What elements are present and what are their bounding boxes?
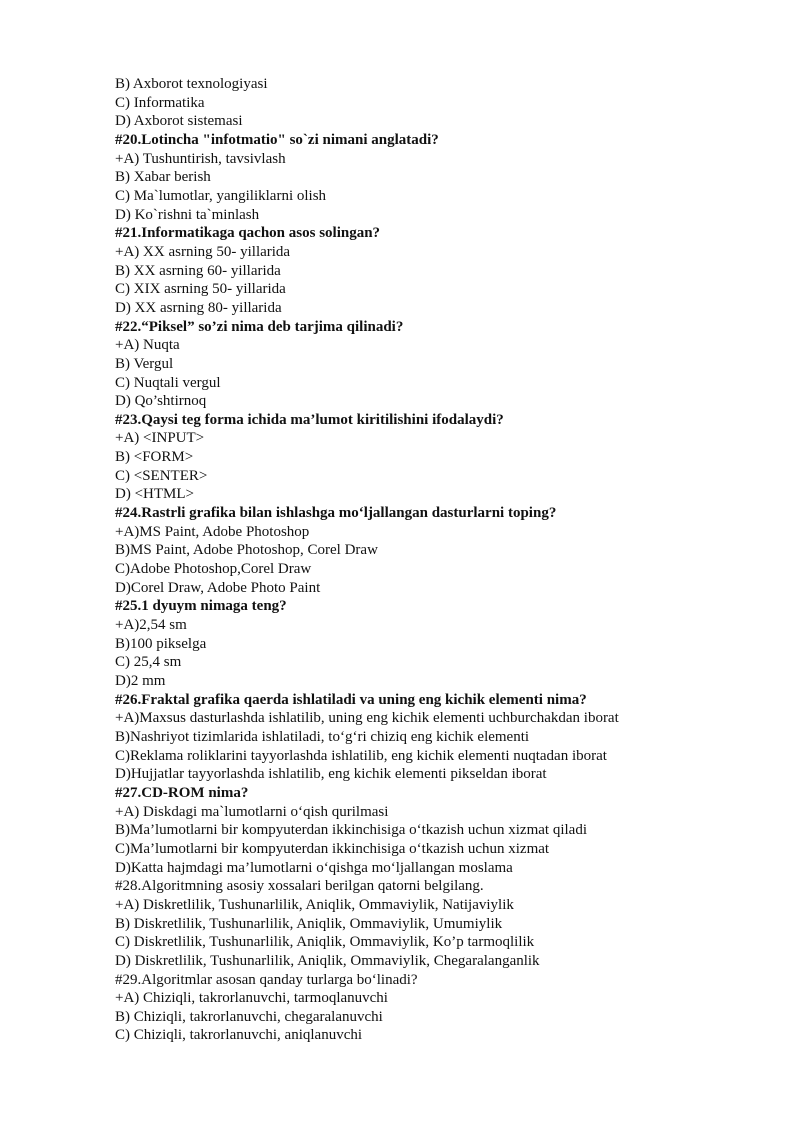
answer-option: B)MS Paint, Adobe Photoshop, Corel Draw xyxy=(115,542,378,559)
answer-option: +A)Maxsus dasturlashda ishlatilib, uning eng kichik elementi uchburchakdan iborat xyxy=(115,710,619,727)
answer-option: D) Ko`rishni ta`minlash xyxy=(115,206,260,223)
question-line: #29.Algoritmlar asosan qanday turlarga bo‘linadi? xyxy=(115,971,418,988)
answer-option: +A) XX asrning 50- yillarida xyxy=(115,243,291,260)
answer-option: C) <SENTER> xyxy=(115,467,208,484)
answer-option: +A) <INPUT> xyxy=(115,430,205,447)
question-line: #28.Algoritmning asosiy xossalari berilgan qatorni belgilang. xyxy=(115,878,484,895)
question-heading: #20.Lotincha "infotmatio" so`zi nimani anglatadi? xyxy=(115,131,439,148)
answer-option: +A) Diskdagi ma`lumotlarni o‘qish qurilmasi xyxy=(115,803,389,820)
question-heading: #26.Fraktal grafika qaerda ishlatiladi va uning eng kichik elementi nima? xyxy=(115,691,587,708)
answer-option: B)Nashriyot tizimlarida ishlatiladi, to‘g‘ri chiziq eng kichik elementi xyxy=(115,728,530,745)
answer-option: C) Nuqtali vergul xyxy=(115,374,221,391)
answer-option: D)Corel Draw, Adobe Photo Paint xyxy=(115,579,321,596)
answer-option: D) Qo’shtirnoq xyxy=(115,393,207,410)
answer-option: D) <HTML> xyxy=(115,486,194,503)
answer-option: C) Ma`lumotlar, yangiliklarni olish xyxy=(115,187,327,204)
answer-option: B)100 pikselga xyxy=(115,635,207,652)
answer-option: C)Ma’lumotlarni bir kompyuterdan ikkinchisiga o‘tkazish uchun xizmat xyxy=(115,840,550,857)
answer-option: +A) Diskretlilik, Tushunarlilik, Aniqlik, Ommaviylik, Natijaviylik xyxy=(115,896,514,913)
answer-option: C) Chiziqli, takrorlanuvchi, aniqlanuvchi xyxy=(115,1027,363,1044)
question-heading: #23.Qaysi teg forma ichida ma’lumot kiritilishini ifodalaydi? xyxy=(115,411,504,428)
question-heading: #21.Informatikaga qachon asos solingan? xyxy=(115,225,381,242)
answer-option: +A) Tushuntirish, tavsivlash xyxy=(115,150,286,167)
answer-option: C) Diskretlilik, Tushunarlilik, Aniqlik, Ommaviylik, Ko’p tarmoqlilik xyxy=(115,934,535,951)
answer-option: +A) Nuqta xyxy=(115,337,180,354)
answer-option: D) Diskretlilik, Tushunarlilik, Aniqlik, Ommaviylik, Chegaralanganlik xyxy=(115,952,540,969)
answer-option: B)Ma’lumotlarni bir kompyuterdan ikkinchisiga o‘tkazish uchun xizmat qiladi xyxy=(115,822,587,839)
answer-option: D)Hujjatlar tayyorlashda ishlatilib, eng kichik elementi pikseldan iborat xyxy=(115,766,547,783)
answer-option: +A)MS Paint, Adobe Photoshop xyxy=(115,523,310,540)
answer-option: B) XX asrning 60- yillarida xyxy=(115,262,281,279)
answer-option: D) XX asrning 80- yillarida xyxy=(115,299,282,316)
document-page xyxy=(115,75,775,1045)
answer-option: D)2 mm xyxy=(115,673,166,689)
answer-option: C)Reklama roliklarini tayyorlashda ishlatilib, eng kichik elementi nuqtadan iborat xyxy=(115,747,607,764)
answer-option: B) Axborot texnologiyasi xyxy=(115,76,268,92)
question-heading: #24.Rastrli grafika bilan ishlashga mo‘ljallangan dasturlarni toping? xyxy=(115,505,557,522)
answer-option: B) Vergul xyxy=(115,355,174,372)
answer-option: B) Xabar berish xyxy=(115,169,211,186)
answer-option: B) Diskretlilik, Tushunarlilik, Aniqlik, Ommaviylik, Umumiylik xyxy=(115,915,503,932)
question-heading: #22.“Piksel” so’zi nima deb tarjima qilinadi? xyxy=(115,318,404,335)
question-heading: #27.CD-ROM nima? xyxy=(115,784,249,801)
answer-option: C) 25,4 sm xyxy=(115,654,182,671)
answer-option: +A) Chiziqli, takrorlanuvchi, tarmoqlanuvchi xyxy=(115,990,388,1007)
answer-option: D)Katta hajmdagi ma’lumotlarni o‘qishga mo‘ljallangan moslama xyxy=(115,859,513,876)
answer-option: C) Informatika xyxy=(115,94,205,111)
answer-option: B) Chiziqli, takrorlanuvchi, chegaralanuvchi xyxy=(115,1008,383,1025)
answer-option: C) XIX asrning 50- yillarida xyxy=(115,281,286,298)
answer-option: D) Axborot sistemasi xyxy=(115,113,243,130)
answer-option: B) <FORM> xyxy=(115,449,194,466)
answer-option: C)Adobe Photoshop,Corel Draw xyxy=(115,561,312,578)
question-heading: #25.1 dyuym nimaga teng? xyxy=(115,598,287,615)
answer-option: +A)2,54 sm xyxy=(115,617,187,634)
